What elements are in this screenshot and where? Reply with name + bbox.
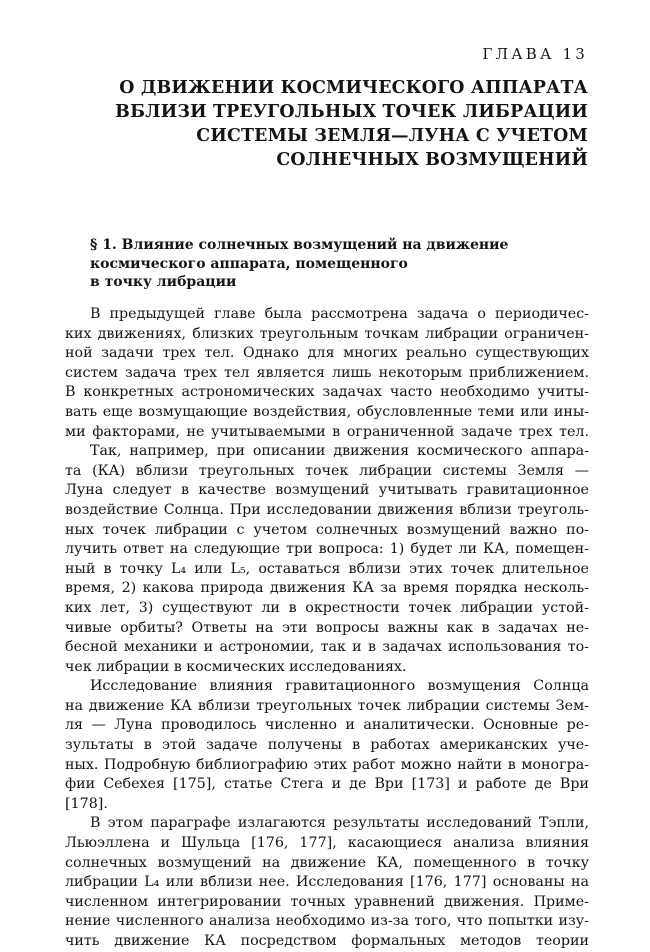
section-heading-line: § 1. Влияние солнечных возмущений на движение <box>90 237 509 253</box>
text-line: лучить ответ на следующие три вопроса: 1) будет ли КА, помещен- <box>65 541 589 558</box>
chapter-label: ГЛАВА 13 <box>482 45 588 63</box>
chapter-title-line: О ДВИЖЕНИИ КОСМИЧЕСКОГО АППАРАТА <box>119 78 588 98</box>
text-line: ный в точку L₄ или L₅, оставаться вблизи этих точек длительное <box>65 560 589 577</box>
text-line: ной задачи трех тел. Однако для многих реально существующих <box>65 345 589 362</box>
text-line: ля — Луна проводилось численно и аналитически. Основные ре- <box>65 717 589 734</box>
section-heading <box>90 236 510 292</box>
text-line: В этом параграфе излагаются результаты исследований Тэпли, <box>90 815 589 832</box>
text-line: Льюэллена и Шульца [176, 177], касающиеся анализа влияния <box>65 835 589 852</box>
text-line: бесной механики и астрономии, так и в задачах использования то- <box>65 639 589 656</box>
text-line: чек либрации в космических исследованиях. <box>65 658 407 675</box>
text-line: время, 2) какова природа движения КА за время порядка несколь- <box>65 580 589 597</box>
text-line: ных. Подробную библиографию этих работ можно найти в моногра- <box>65 756 589 773</box>
paragraph <box>65 677 589 814</box>
text-line: зультаты в этой задаче получены в работах американских уче- <box>65 737 589 754</box>
chapter-title-line: СИСТЕМЫ ЗЕМЛЯ—ЛУНА С УЧЕТОМ <box>196 126 588 146</box>
chapter-title-line: ВБЛИЗИ ТРЕУГОЛЬНЫХ ТОЧЕК ЛИБРАЦИИ <box>115 102 588 122</box>
body-text <box>65 305 589 952</box>
text-line: В конкретных астрономических задачах часто необходимо учиты- <box>65 384 589 401</box>
text-line: В предыдущей главе была рассмотрена задача о периодичес- <box>90 306 589 322</box>
text-line: солнечных возмущений на движение КА, помещенного в точку <box>65 854 589 871</box>
paragraph <box>65 305 589 442</box>
text-line: фии Себехея [175], статье Стега и де Ври [173] и работе де Ври <box>65 776 589 793</box>
text-line: воздействие Солнца. При исследовании движения вблизи треуголь- <box>65 501 589 518</box>
text-line: вать еще возмущающие воздействия, обусловленные теми или ины- <box>65 403 589 420</box>
text-line: чить движение КА посредством формальных методов теории <box>65 933 589 949</box>
text-line: Исследование влияния гравитационного возмущения Солнца <box>90 678 589 695</box>
section-heading-line: космического аппарата, помещенного <box>90 255 408 272</box>
section-heading-line: в точку либрации <box>90 274 237 291</box>
text-line: Луна следует в качестве возмущений учитывать гравитационное <box>65 482 589 499</box>
text-line: систем задача трех тел является лишь некоторым приближением. <box>65 364 589 381</box>
text-line: ных точек либрации с учетом солнечных возмущений важно по- <box>65 521 589 538</box>
text-line: либрации L₄ или вблизи нее. Исследования [176, 177] основаны на <box>65 874 589 891</box>
paragraph <box>65 442 589 677</box>
paragraph <box>65 814 589 951</box>
text-line: ких движениях, близких треугольным точкам либрации ограничен- <box>65 325 589 342</box>
chapter-title <box>108 76 588 172</box>
chapter-title-line: СОЛНЕЧНЫХ ВОЗМУЩЕНИЙ <box>276 150 588 170</box>
text-line: на движение КА вблизи треугольных точек либрации системы Зем- <box>65 697 589 714</box>
text-line: нение численного анализа необходимо из-за того, что попытки изу- <box>65 913 589 930</box>
text-line: чивые орбиты? Ответы на эти вопросы важны как в задачах не- <box>65 619 589 636</box>
text-line: ких лет, 3) существуют ли в окрестности точек либрации устой- <box>65 599 589 616</box>
text-line: [178]. <box>65 795 108 812</box>
text-line: численном интегрировании точных уравнений движения. Приме- <box>65 893 589 910</box>
text-line: Так, например, при описании движения космического аппара- <box>90 443 589 460</box>
text-line: ми факторами, не учитываемыми в ограниченной задаче трех тел. <box>65 423 589 440</box>
text-line: та (КА) вблизи треугольных точек либрации системы Земля — <box>65 462 589 479</box>
